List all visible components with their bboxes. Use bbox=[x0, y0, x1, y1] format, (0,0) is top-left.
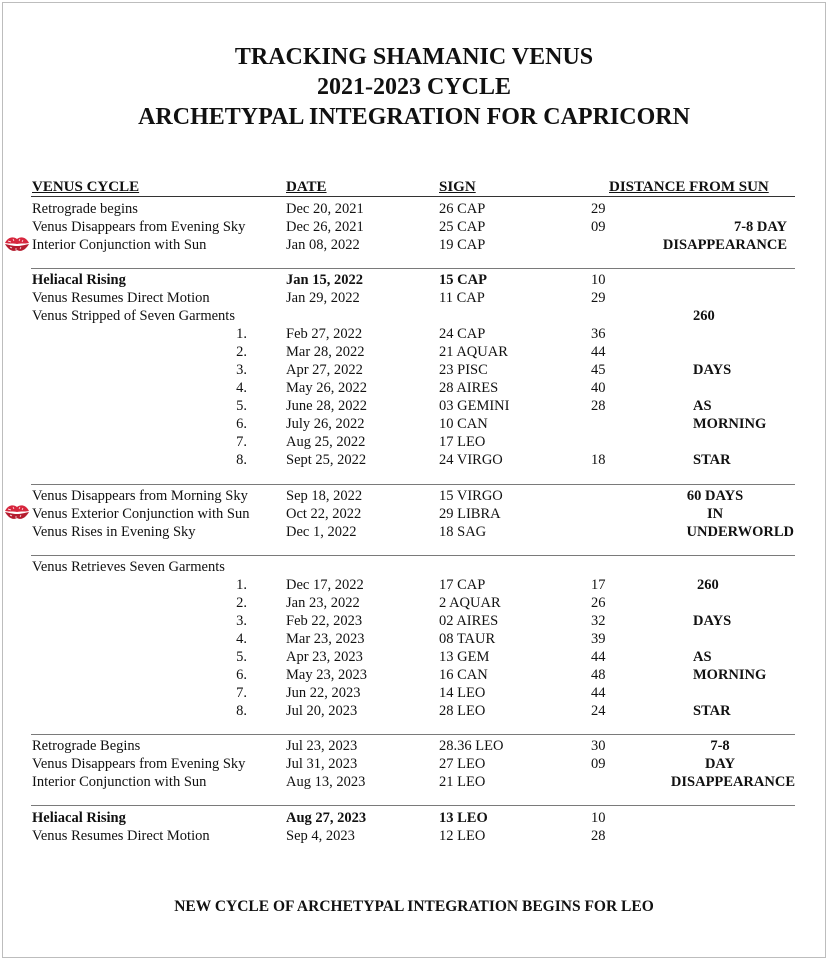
row-date: Jan 08, 2022 bbox=[286, 237, 360, 253]
row-note: MORNING bbox=[693, 667, 767, 683]
row-label: Interior Conjunction with Sun bbox=[32, 774, 207, 790]
section-divider bbox=[31, 484, 795, 485]
row-distance: 30 bbox=[591, 738, 606, 754]
row-distance: 29 bbox=[591, 201, 606, 217]
row-distance: 18 bbox=[591, 452, 606, 468]
row-distance: 44 bbox=[591, 344, 606, 360]
table-row bbox=[0, 325, 828, 343]
row-date: Jan 29, 2022 bbox=[286, 290, 360, 306]
row-label: Venus Disappears from Evening Sky bbox=[32, 219, 246, 235]
row-sign: 02 AIRES bbox=[439, 613, 499, 629]
row-number: 2. bbox=[236, 344, 247, 360]
row-note: 260 bbox=[693, 308, 715, 324]
row-number: 5. bbox=[236, 398, 247, 414]
header-venus-cycle: VENUS CYCLE bbox=[32, 179, 140, 195]
row-label: Venus Exterior Conjunction with Sun bbox=[32, 506, 250, 522]
header-date: DATE bbox=[286, 179, 327, 195]
row-sign: 15 VIRGO bbox=[439, 488, 503, 504]
row-number: 3. bbox=[236, 613, 247, 629]
row-label: Venus Rises in Evening Sky bbox=[32, 524, 196, 540]
row-date: Sep 18, 2022 bbox=[286, 488, 363, 504]
row-note: MORNING bbox=[693, 416, 767, 432]
row-sign: 29 LIBRA bbox=[439, 506, 501, 522]
row-sign: 17 LEO bbox=[439, 434, 486, 450]
row-sign: 27 LEO bbox=[439, 756, 486, 772]
row-date: Jul 20, 2023 bbox=[286, 703, 358, 719]
row-date: Dec 17, 2022 bbox=[286, 577, 364, 593]
table-row bbox=[0, 558, 828, 576]
header-distance: DISTANCE FROM SUN bbox=[609, 179, 769, 195]
row-date: July 26, 2022 bbox=[286, 416, 365, 432]
row-date: Mar 28, 2022 bbox=[286, 344, 365, 360]
table-row bbox=[0, 218, 828, 236]
row-sign: 23 PISC bbox=[439, 362, 488, 378]
row-sign: 24 VIRGO bbox=[439, 452, 503, 468]
row-note: IN bbox=[706, 506, 724, 522]
table-row bbox=[0, 289, 828, 307]
title-line-1: TRACKING SHAMANIC VENUS bbox=[234, 44, 594, 70]
row-distance: 10 bbox=[591, 810, 606, 826]
table-row bbox=[0, 737, 828, 755]
table-row bbox=[0, 755, 828, 773]
row-date: Aug 25, 2022 bbox=[286, 434, 366, 450]
row-label: Venus Resumes Direct Motion bbox=[32, 290, 210, 306]
row-number: 7. bbox=[236, 434, 247, 450]
row-sign: 26 CAP bbox=[439, 201, 486, 217]
row-sign: 14 LEO bbox=[439, 685, 486, 701]
table-row bbox=[0, 379, 828, 397]
row-sign: 03 GEMINI bbox=[439, 398, 510, 414]
row-sign: 08 TAUR bbox=[439, 631, 496, 647]
row-number: 7. bbox=[236, 685, 247, 701]
row-date: Oct 22, 2022 bbox=[286, 506, 362, 522]
row-sign: 10 CAN bbox=[439, 416, 488, 432]
table-row bbox=[0, 343, 828, 361]
row-number: 4. bbox=[236, 380, 247, 396]
row-distance: 10 bbox=[591, 272, 606, 288]
row-note: AS bbox=[693, 398, 712, 414]
row-number: 1. bbox=[236, 326, 247, 342]
row-note: 7-8 bbox=[710, 738, 730, 754]
row-note: DAYS bbox=[693, 362, 732, 378]
row-date: Mar 23, 2023 bbox=[286, 631, 365, 647]
row-note: 260 bbox=[697, 577, 719, 593]
table-row bbox=[0, 451, 828, 469]
row-label: Venus Stripped of Seven Garments bbox=[32, 308, 235, 324]
row-label: Heliacal Rising bbox=[32, 810, 126, 826]
row-label: Interior Conjunction with Sun bbox=[32, 237, 207, 253]
row-date: May 26, 2022 bbox=[286, 380, 367, 396]
table-row bbox=[0, 397, 828, 415]
table-row bbox=[0, 827, 828, 845]
section-divider bbox=[31, 805, 795, 806]
row-sign: 16 CAN bbox=[439, 667, 488, 683]
title-line-3: ARCHETYPAL INTEGRATION FOR CAPRICORN bbox=[138, 104, 690, 130]
row-label: Venus Disappears from Morning Sky bbox=[32, 488, 248, 504]
table-row bbox=[0, 702, 828, 720]
row-distance: 29 bbox=[591, 290, 606, 306]
row-distance: 36 bbox=[591, 326, 606, 342]
row-sign: 13 GEM bbox=[439, 649, 490, 665]
row-number: 6. bbox=[236, 416, 247, 432]
row-label: Venus Disappears from Evening Sky bbox=[32, 756, 246, 772]
header-rule bbox=[31, 196, 795, 197]
row-distance: 09 bbox=[591, 756, 606, 772]
row-sign: 21 LEO bbox=[439, 774, 486, 790]
row-distance: 28 bbox=[591, 828, 606, 844]
row-sign: 13 LEO bbox=[439, 810, 488, 826]
row-distance: 39 bbox=[591, 631, 606, 647]
table-row bbox=[0, 487, 828, 505]
row-date: Aug 13, 2023 bbox=[286, 774, 366, 790]
table-row bbox=[0, 523, 828, 541]
row-note: 60 DAYS bbox=[686, 488, 744, 504]
row-date: Jul 23, 2023 bbox=[286, 738, 358, 754]
row-sign: 17 CAP bbox=[439, 577, 486, 593]
row-distance: 28 bbox=[591, 398, 606, 414]
table-row bbox=[0, 809, 828, 827]
row-date: Dec 26, 2021 bbox=[286, 219, 364, 235]
table-row bbox=[0, 307, 828, 325]
table-row bbox=[0, 648, 828, 666]
row-distance: 44 bbox=[591, 649, 606, 665]
row-label: Retrograde Begins bbox=[32, 738, 141, 754]
row-distance: 17 bbox=[591, 577, 606, 593]
row-distance: 48 bbox=[591, 667, 606, 683]
table-row bbox=[0, 433, 828, 451]
row-number: 5. bbox=[236, 649, 247, 665]
table-row bbox=[0, 612, 828, 630]
row-label: Venus Resumes Direct Motion bbox=[32, 828, 210, 844]
row-number: 3. bbox=[236, 362, 247, 378]
row-date: Apr 27, 2022 bbox=[286, 362, 363, 378]
row-note: UNDERWORLD bbox=[686, 524, 794, 540]
row-date: May 23, 2023 bbox=[286, 667, 367, 683]
row-number: 8. bbox=[236, 452, 247, 468]
row-number: 1. bbox=[236, 577, 247, 593]
row-distance: 32 bbox=[591, 613, 606, 629]
row-label: Retrograde begins bbox=[32, 201, 138, 217]
row-note: DISAPPEARANCE bbox=[670, 774, 795, 790]
footer-note: NEW CYCLE OF ARCHETYPAL INTEGRATION BEGINS FOR LEO bbox=[174, 898, 654, 915]
row-distance: 40 bbox=[591, 380, 606, 396]
row-sign: 19 CAP bbox=[439, 237, 486, 253]
table-row bbox=[0, 684, 828, 702]
table-row bbox=[0, 505, 828, 523]
row-date: Feb 22, 2023 bbox=[286, 613, 363, 629]
row-sign: 21 AQUAR bbox=[439, 344, 508, 360]
section-divider bbox=[31, 268, 795, 269]
row-note: AS bbox=[693, 649, 712, 665]
table-row bbox=[0, 576, 828, 594]
row-number: 4. bbox=[236, 631, 247, 647]
row-distance: 45 bbox=[591, 362, 606, 378]
row-date: Jan 15, 2022 bbox=[286, 272, 363, 288]
row-date: Sep 4, 2023 bbox=[286, 828, 355, 844]
row-date: Jun 22, 2023 bbox=[286, 685, 361, 701]
row-number: 8. bbox=[236, 703, 247, 719]
row-sign: 12 LEO bbox=[439, 828, 486, 844]
row-date: June 28, 2022 bbox=[286, 398, 367, 414]
row-sign: 28 LEO bbox=[439, 703, 486, 719]
row-note: 7-8 DAY bbox=[733, 219, 787, 235]
row-note: DAYS bbox=[693, 613, 732, 629]
row-date: Apr 23, 2023 bbox=[286, 649, 363, 665]
row-distance: 24 bbox=[591, 703, 606, 719]
table-row bbox=[0, 773, 828, 791]
table-row bbox=[0, 236, 828, 254]
row-date: Dec 20, 2021 bbox=[286, 201, 364, 217]
row-date: Dec 1, 2022 bbox=[286, 524, 357, 540]
table-row bbox=[0, 630, 828, 648]
row-distance: 09 bbox=[591, 219, 606, 235]
table-row bbox=[0, 666, 828, 684]
row-date: Jan 23, 2022 bbox=[286, 595, 360, 611]
table-row bbox=[0, 271, 828, 289]
row-sign: 15 CAP bbox=[439, 272, 487, 288]
row-number: 6. bbox=[236, 667, 247, 683]
row-sign: 25 CAP bbox=[439, 219, 486, 235]
row-distance: 44 bbox=[591, 685, 606, 701]
row-label: Venus Retrieves Seven Garments bbox=[32, 559, 225, 575]
table-row bbox=[0, 594, 828, 612]
row-sign: 2 AQUAR bbox=[439, 595, 501, 611]
row-note: STAR bbox=[693, 703, 731, 719]
row-sign: 28.36 LEO bbox=[439, 738, 504, 754]
row-number: 2. bbox=[236, 595, 247, 611]
row-sign: 11 CAP bbox=[439, 290, 485, 306]
row-date: Sept 25, 2022 bbox=[286, 452, 367, 468]
section-divider bbox=[31, 555, 795, 556]
row-note: DAY bbox=[704, 756, 736, 772]
row-date: Aug 27, 2023 bbox=[286, 810, 367, 826]
row-sign: 18 SAG bbox=[439, 524, 487, 540]
row-sign: 28 AIRES bbox=[439, 380, 499, 396]
section-divider bbox=[31, 734, 795, 735]
row-note: DISAPPEARANCE bbox=[662, 237, 787, 253]
row-date: Feb 27, 2022 bbox=[286, 326, 363, 342]
row-date: Jul 31, 2023 bbox=[286, 756, 358, 772]
row-sign: 24 CAP bbox=[439, 326, 486, 342]
table-row bbox=[0, 361, 828, 379]
row-distance: 26 bbox=[591, 595, 606, 611]
title-line-2: 2021-2023 CYCLE bbox=[316, 74, 511, 100]
table-row bbox=[0, 415, 828, 433]
row-label: Heliacal Rising bbox=[32, 272, 126, 288]
table-row bbox=[0, 200, 828, 218]
row-note: STAR bbox=[693, 452, 731, 468]
header-sign: SIGN bbox=[439, 179, 476, 195]
